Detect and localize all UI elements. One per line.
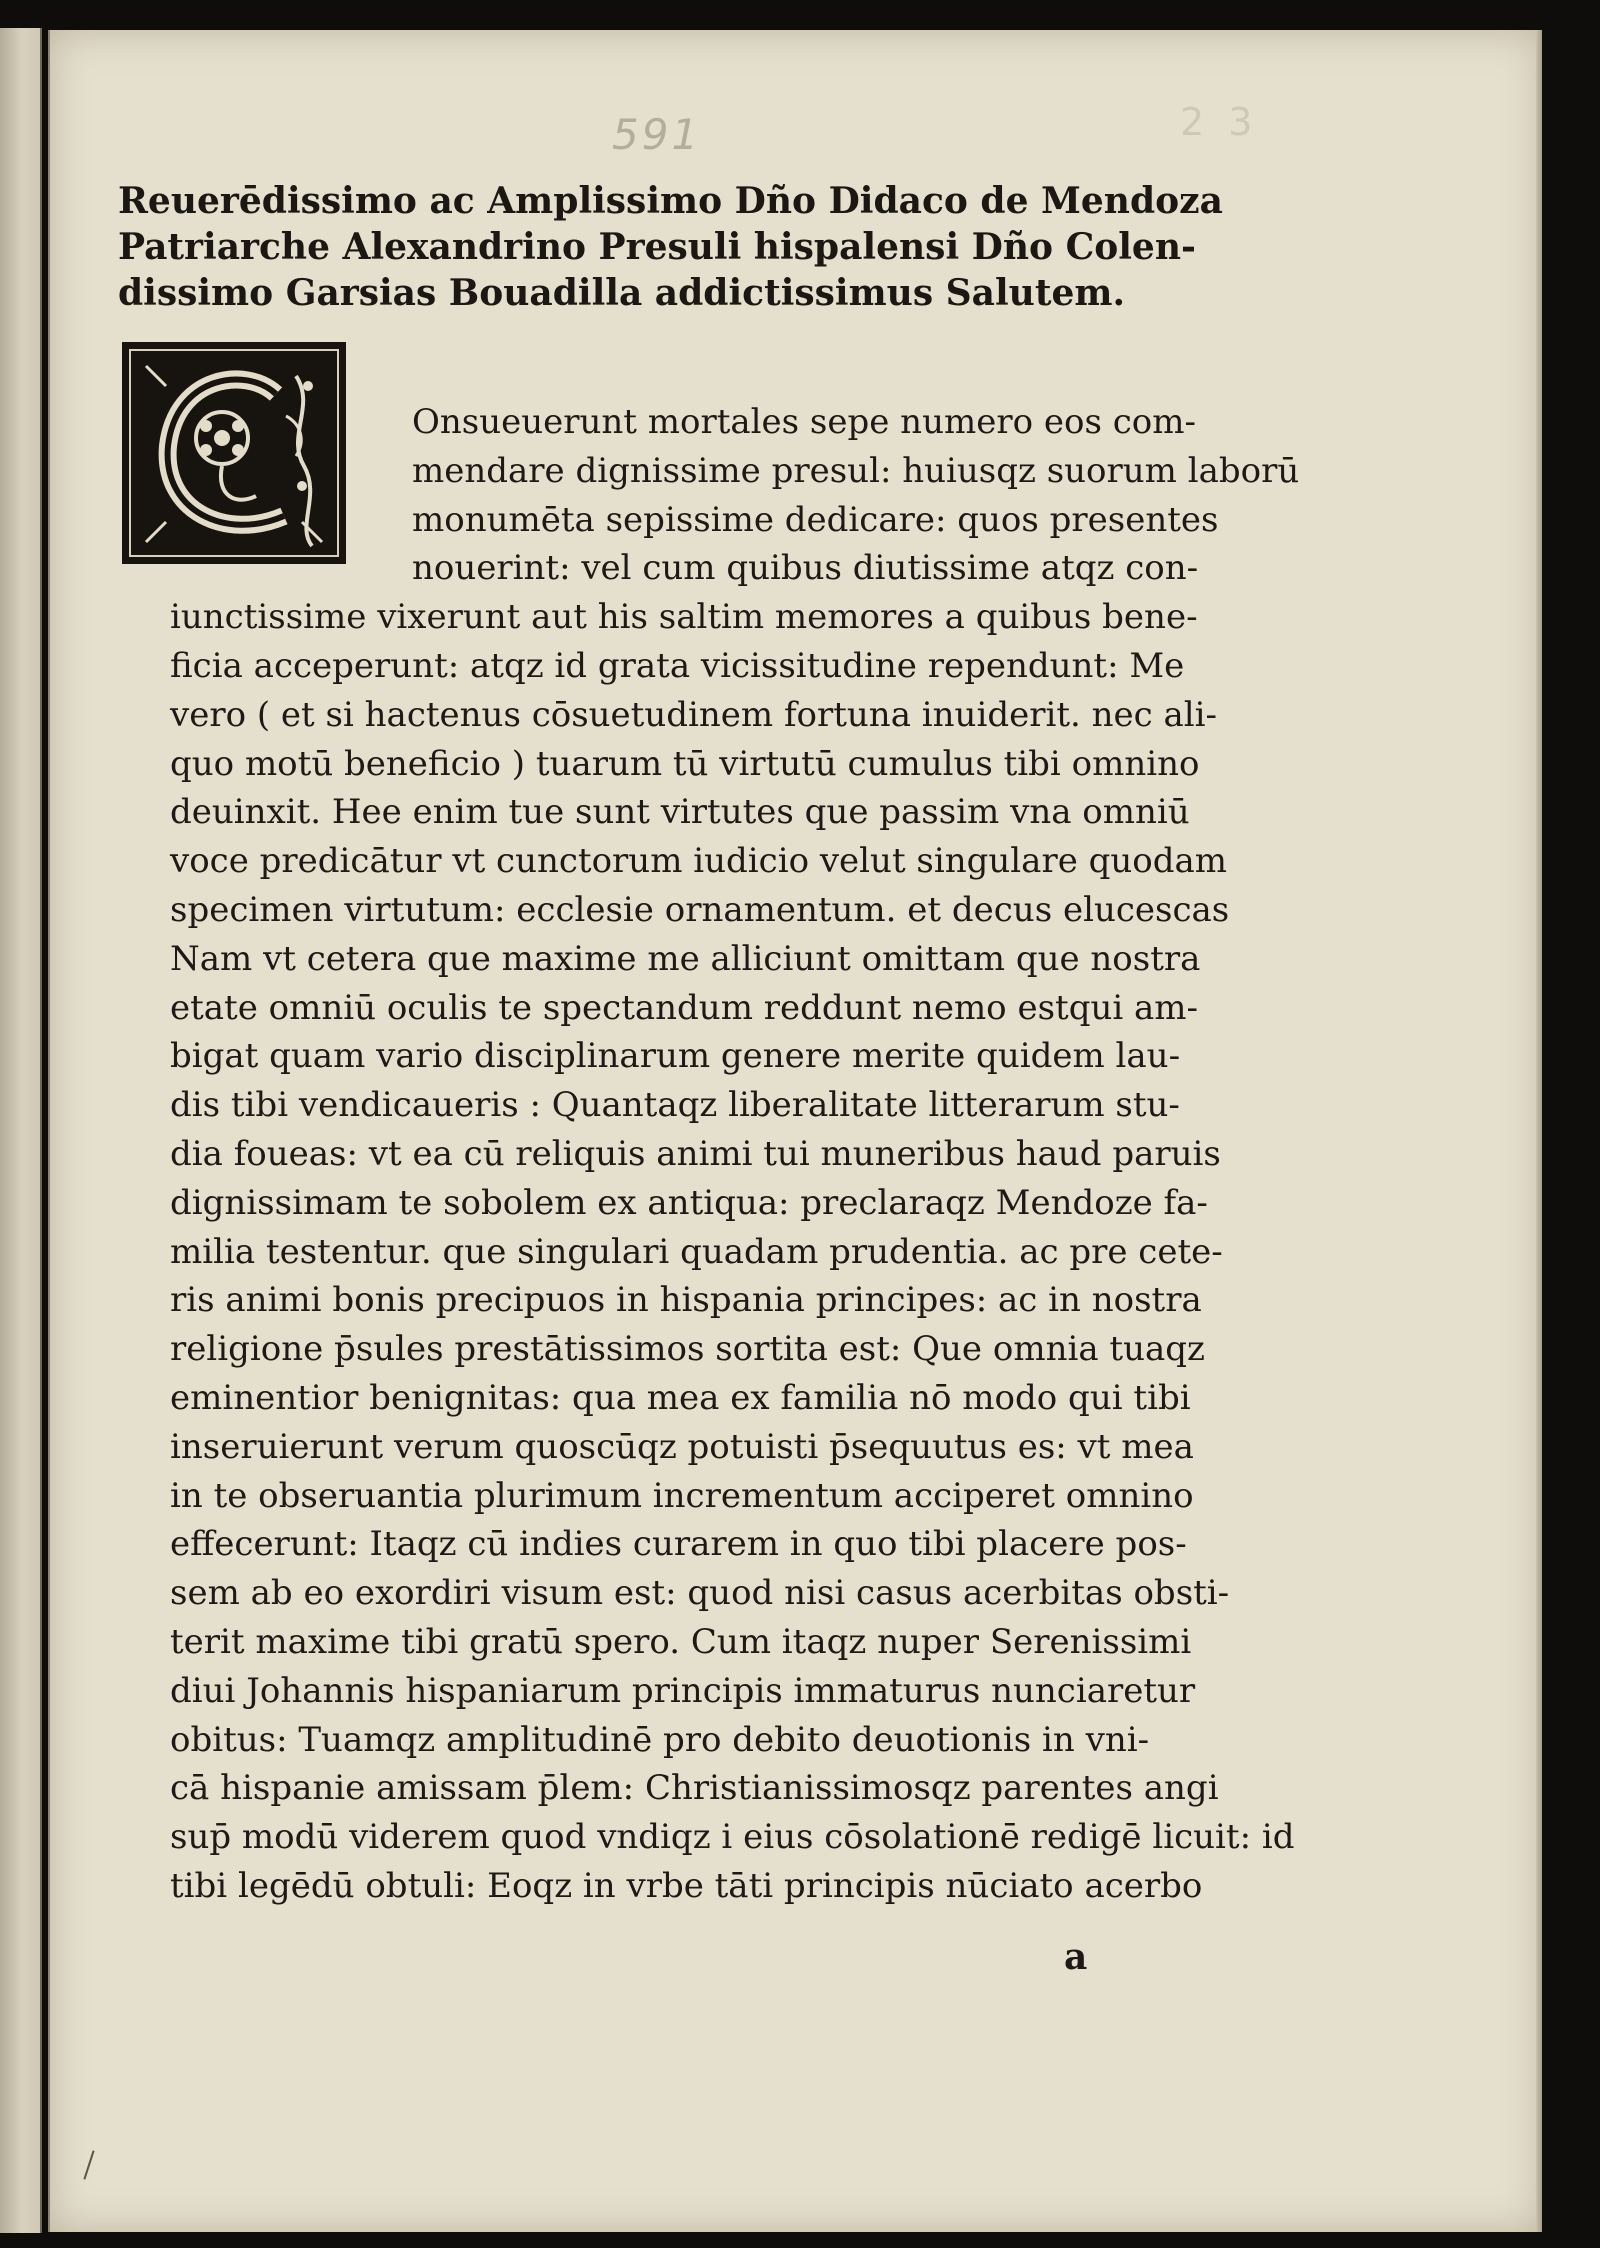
text-line: iunctissime vixerunt aut his saltim memores a quibus bene- xyxy=(170,597,1198,638)
text-line: diui Johannis hispaniarum principis immaturus nunciaretur xyxy=(170,1670,1196,1711)
text-line: milia testentur. que singulari quadam prudentia. ac pre cete- xyxy=(170,1231,1223,1272)
text-line: monumēta sepissime dedicare: quos presentes xyxy=(412,499,1219,540)
text-line: sem ab eo exordiri visum est: quod nisi casus acerbitas obsti- xyxy=(170,1573,1230,1614)
header-line: Reuerēdissimo ac Amplissimo Dño Didaco de Mendoza xyxy=(118,180,1223,222)
text-line: Nam vt cetera que maxime me alliciunt omittam que nostra xyxy=(170,938,1201,979)
text-line: Onsueuerunt mortales sepe numero eos com- xyxy=(412,402,1196,442)
text-line: mendare dignissime presul: huiusqz suorum laborū xyxy=(412,450,1300,491)
text-line: deuinxit. Hee enim tue sunt virtutes que passim vna omniū xyxy=(170,792,1190,833)
folio-number: 591 xyxy=(612,110,702,159)
text-line: vero ( et si hactenus cōsuetudinem fortuna inuiderit. nec ali- xyxy=(170,694,1217,735)
text-line: in te obseruantia plurimum incrementum acciperet omnino xyxy=(170,1475,1194,1516)
text-line: quo motū beneficio ) tuarum tū virtutū cumulus tibi omnino xyxy=(170,743,1200,784)
text-line: eminentior benignitas: qua mea ex familia nō modo qui tibi xyxy=(170,1377,1191,1418)
text-line: etate omniū oculis te spectandum reddunt nemo estqui am- xyxy=(170,987,1199,1028)
text-line: religione p̄sules prestātissimos sortita est: Que omnia tuaqz xyxy=(170,1329,1205,1370)
text-line: dignissimam te sobolem ex antiqua: preclaraqz Mendoze fa- xyxy=(170,1182,1208,1223)
text-line: cā hispanie amissam p̄lem: Christianissimosqz parentes angi xyxy=(170,1768,1219,1809)
text-line: sup̄ modū viderem quod vndiqz i eius cōsolationē redigē licuit: id xyxy=(170,1817,1295,1858)
text-line: dis tibi vendicaueris : Quantaqz liberalitate litterarum stu- xyxy=(170,1085,1180,1126)
text-line: dia foueas: vt ea cū reliquis animi tui muneribus haud paruis xyxy=(170,1133,1221,1174)
text-line: ris animi bonis precipuos in hispania principes: ac in nostra xyxy=(170,1280,1202,1321)
dedication-body xyxy=(170,398,1300,1911)
text-line: nouerint: vel cum quibus diutissime atqz con- xyxy=(412,548,1199,589)
text-line: voce predicātur vt cunctorum iudicio velut singulare quodam xyxy=(170,841,1228,882)
dedication-header xyxy=(118,178,1228,316)
text-line: effecerunt: Itaqz cū indies curarem in quo tibi placere pos- xyxy=(170,1524,1187,1565)
page-edge-shadow xyxy=(1536,30,1542,2232)
text-line: inseruierunt verum quoscūqz potuisti p̄sequutus es: vt mea xyxy=(170,1426,1194,1467)
header-line: dissimo Garsias Bouadilla addictissimus Salutem. xyxy=(118,272,1125,314)
text-line: obitus: Tuamqz amplitudinē pro debito deuotionis in vni- xyxy=(170,1719,1150,1760)
signature-mark: a xyxy=(1064,1936,1088,1978)
facing-page-edge xyxy=(0,28,42,2233)
text-line: tibi legēdū obtuli: Eoqz in vrbe tāti principis nūciato acerbo xyxy=(170,1865,1203,1906)
folio-mark-faint: 2 3 xyxy=(1180,100,1259,144)
text-line: ficia acceperunt: atqz id grata vicissitudine rependunt: Me xyxy=(170,645,1185,686)
text-line: terit maxime tibi gratū spero. Cum itaqz nuper Serenissimi xyxy=(170,1621,1192,1662)
text-line: specimen virtutum: ecclesie ornamentum. et decus elucescas xyxy=(170,889,1230,930)
text-line: bigat quam vario disciplinarum genere merite quidem lau- xyxy=(170,1036,1181,1077)
header-line: Patriarche Alexandrino Presuli hispalensi Dño Colen- xyxy=(118,226,1196,268)
